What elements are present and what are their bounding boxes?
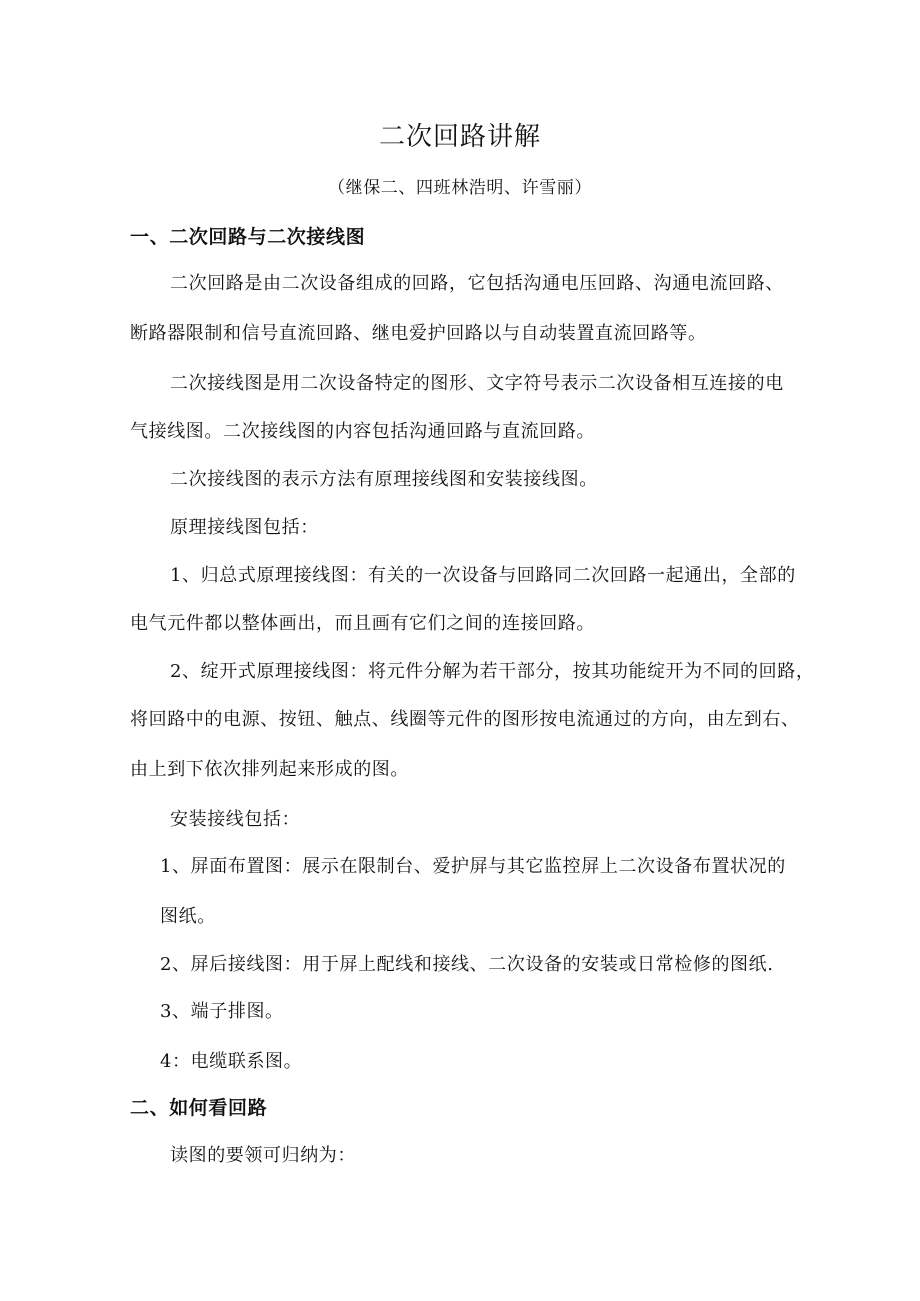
list-item-line: 图纸。 <box>160 906 216 927</box>
list-item-line: 4：电缆联系图。 <box>160 1051 303 1072</box>
paragraph-line: 二次回路是由二次设备组成的回路，它包括沟通电压回路、沟通电流回路、 <box>170 273 784 294</box>
paragraph-line: 安装接线包括： <box>170 809 301 830</box>
list-item-line: 2、绽开式原理接线图：将元件分解为若干部分，按其功能绽开为不同的回路， <box>170 661 815 682</box>
paragraph-line: 原理接线图包括： <box>170 517 319 538</box>
list-item-line: 2、屏后接线图：用于屏上配线和接线、二次设备的安装或日常检修的图纸. <box>160 954 774 975</box>
document-subtitle: （继保二、四班林浩明、许雪丽） <box>328 178 592 198</box>
list-item-line: 1、屏面布置图：展示在限制台、爱护屏与其它监控屏上二次设备布置状况的 <box>160 856 786 877</box>
list-item-line: 将回路中的电源、按钮、触点、线圈等元件的图形按电流通过的方向，由左到右、 <box>130 709 800 730</box>
section-1-heading: 一、二次回路与二次接线图 <box>130 226 366 248</box>
paragraph-line: 气接线图。二次接线图的内容包括沟通回路与直流回路。 <box>130 421 595 442</box>
paragraph-line: 断路器限制和信号直流回路、继电爱护回路以与自动装置直流回路等。 <box>130 323 707 344</box>
paragraph-line: 二次接线图的表示方法有原理接线图和安装接线图。 <box>170 469 598 490</box>
list-item-line: 1、归总式原理接线图：有关的一次设备与回路同二次回路一起通出，全部的 <box>170 565 796 586</box>
document-title: 二次回路讲解 <box>378 122 541 152</box>
section-2-heading: 二、如何看回路 <box>130 1097 268 1119</box>
paragraph-line: 二次接线图是用二次设备特定的图形、文字符号表示二次设备相互连接的电 <box>170 373 784 394</box>
list-item-line: 3、端子排图。 <box>160 1001 284 1022</box>
paragraph-line: 读图的要领可归纳为： <box>170 1145 356 1166</box>
list-item-line: 由上到下依次排列起来形成的图。 <box>130 759 409 780</box>
list-item-line: 电气元件都以整体画出，而且画有它们之间的连接回路。 <box>130 613 595 634</box>
